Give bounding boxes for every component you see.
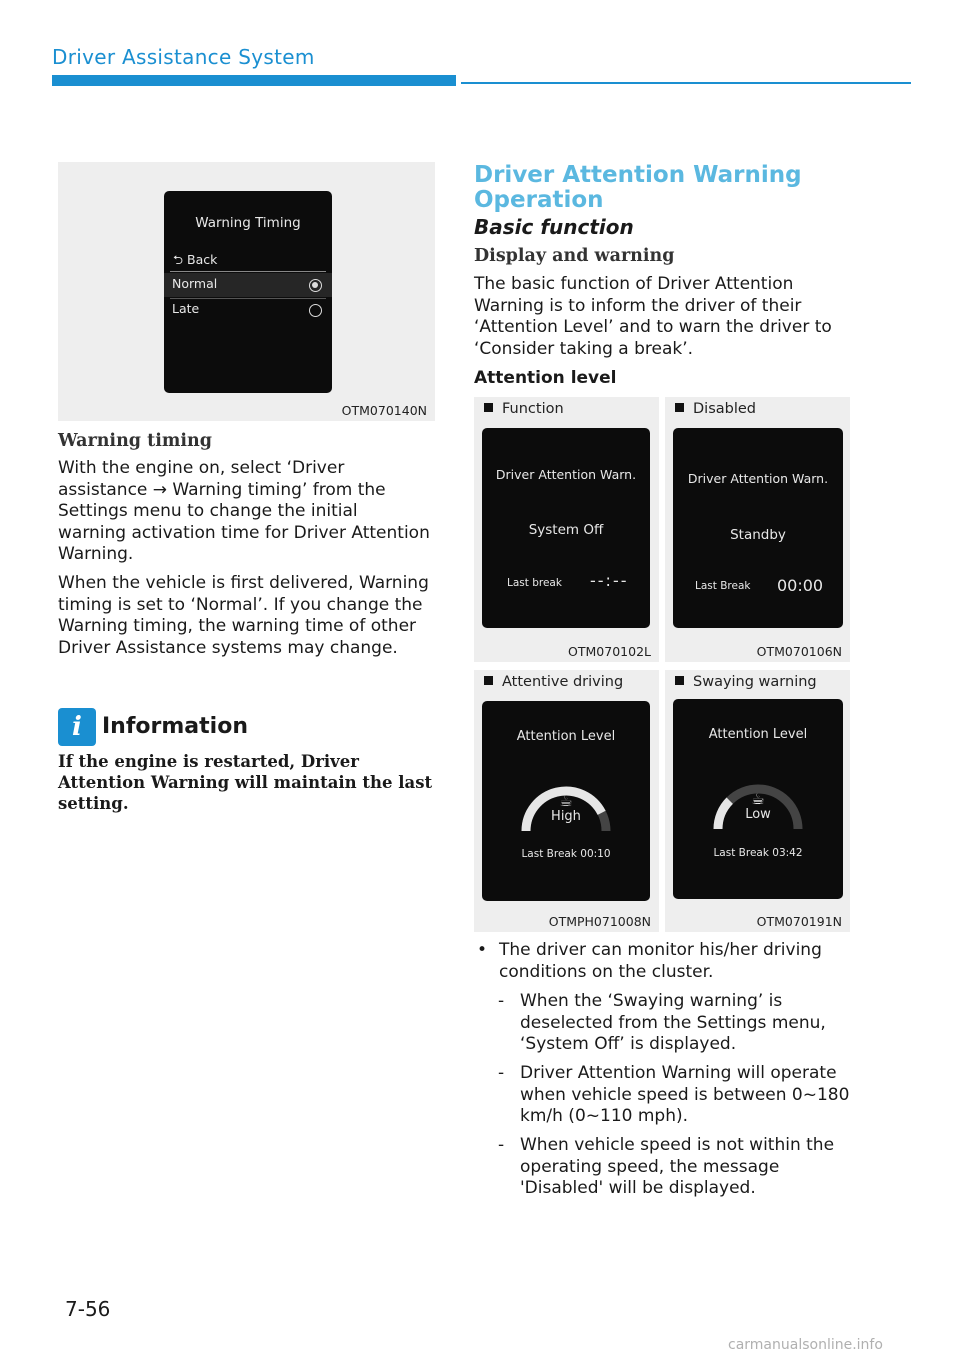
screen-title: Attention Level: [708, 727, 808, 742]
back-arrow-icon: ⮌: [173, 252, 184, 267]
back-label: Back: [187, 252, 218, 267]
warning-timing-screen: [164, 191, 332, 393]
bullet-text: The driver can monitor his/her driving conditions on the cluster.: [499, 940, 822, 982]
figure-code: OTM070140N: [341, 403, 427, 418]
break-value: 00:00: [777, 576, 824, 595]
break-label: Last break: [507, 577, 562, 589]
menu-option-normal: [164, 273, 332, 297]
figure-code: OTM070191N: [756, 914, 842, 929]
break-value: --:--: [590, 571, 629, 590]
attention-level-value: High: [551, 809, 581, 824]
figure-caption: Function: [484, 401, 564, 417]
figure-function: [474, 397, 659, 662]
break-label: Last Break: [695, 580, 751, 592]
watermark: carmanualsonline.info: [728, 1337, 883, 1353]
figure-swaying-warning: [665, 670, 850, 932]
sub-bullet-dash: -: [498, 1063, 505, 1083]
radio-unselected-icon: [309, 304, 322, 317]
information-icon: i: [58, 708, 96, 746]
warning-timing-figure: [58, 162, 435, 421]
last-break-text: Last Break 03:42: [713, 847, 803, 859]
information-text: If the engine is restarted, Driver Attention Warning will maintain the last setting.: [58, 752, 433, 813]
cluster-screen: [482, 428, 650, 628]
square-bullet-icon: [675, 403, 684, 412]
information-title: Information: [102, 714, 248, 739]
attention-gauge: [482, 759, 650, 849]
option-label: Late: [172, 301, 200, 316]
coffee-cup-icon: ☕: [559, 792, 573, 810]
back-row: [173, 251, 217, 272]
display-heading: Display and warning: [474, 246, 675, 266]
square-bullet-icon: [675, 676, 684, 685]
figure-attentive-driving: [474, 670, 659, 932]
option-label: Normal: [172, 276, 218, 291]
radio-selected-icon: [309, 279, 322, 292]
screen-status: Standby: [730, 527, 786, 543]
sub-bullet-text: When the ‘Swaying warning’ is deselected from the Settings menu, ‘System Off’ is displayed.: [520, 991, 826, 1055]
cluster-screen: [673, 699, 843, 899]
figure-code: OTM070102L: [568, 644, 651, 659]
display-paragraph: The basic function of Driver Attention Warning is to inform the driver of their ‘Attention Level’ and to warn the driver to ‘Consider taking a break’.: [474, 274, 832, 359]
cluster-screen: [673, 428, 843, 628]
figure-caption: Attentive driving: [484, 674, 623, 690]
warning-timing-heading: Warning timing: [58, 431, 212, 451]
section-title: Driver Attention Warning Operation: [474, 162, 802, 213]
figure-disabled: [665, 397, 850, 662]
screen-title: Warning Timing: [195, 215, 301, 231]
coffee-cup-icon: ☕: [751, 790, 765, 808]
header-title: Driver Assistance System: [52, 45, 315, 69]
attention-gauge: [673, 757, 843, 847]
sub-bullet-text: Driver Attention Warning will operate when vehicle speed is between 0~180 km/h (0~110 mph).: [520, 1063, 850, 1127]
square-bullet-icon: [484, 676, 493, 685]
figure-caption: Disabled: [675, 401, 756, 417]
warning-timing-paragraph-2: When the vehicle is first delivered, Warning timing is set to ‘Normal’. If you change the Warning timing, the warning time of other Driver Assistance systems may change.: [58, 573, 429, 658]
attention-level-value: Low: [745, 807, 771, 822]
last-break-text: Last Break 00:10: [521, 848, 611, 860]
figure-code: OTM070106N: [756, 644, 842, 659]
figure-caption: Swaying warning: [675, 674, 817, 690]
menu-separator: [170, 271, 326, 272]
sub-bullet-dash: -: [498, 991, 505, 1011]
cluster-screen: [482, 701, 650, 901]
attention-level-label: Attention level: [474, 368, 617, 388]
screen-title: Driver Attention Warn.: [687, 471, 829, 486]
screen-title: Attention Level: [516, 729, 616, 744]
header-rule-thin: [461, 82, 911, 84]
screen-title: Driver Attention Warn.: [495, 467, 637, 482]
menu-option-late: [164, 299, 332, 323]
warning-timing-paragraph-1: With the engine on, select ‘Driver assistance → Warning timing’ from the Settings menu to change the initial warning activation time for Driver Attention Warning.: [58, 458, 430, 565]
screen-status: System Off: [528, 522, 604, 538]
bullet-dot: •: [477, 940, 488, 960]
sub-bullet-text: When vehicle speed is not within the operating speed, the message 'Disabled' will be displayed.: [520, 1135, 835, 1199]
header-rule-thick: [52, 75, 456, 86]
figure-code: OTMPH071008N: [548, 914, 651, 929]
sub-bullet-dash: -: [498, 1135, 505, 1155]
square-bullet-icon: [484, 403, 493, 412]
page-number: 7-56: [65, 1297, 111, 1321]
sub-title: Basic function: [474, 215, 634, 239]
